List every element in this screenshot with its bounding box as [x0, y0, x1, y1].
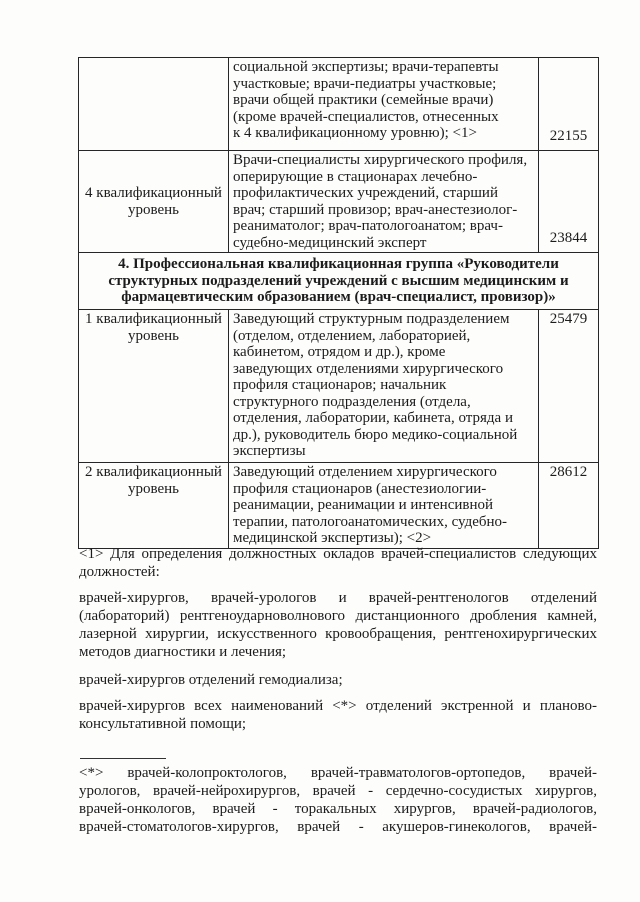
- level-line: 2 квалификационный: [85, 464, 222, 480]
- paragraph-line: врачей-хирургов всех наименований <*> отделений экстренной и планово-: [79, 698, 597, 714]
- salary-cell: 22155: [539, 58, 599, 151]
- table-row: [79, 463, 599, 549]
- paragraph-line: <1> Для определения должностных окладов врачей-специалистов следующих: [79, 546, 597, 562]
- level-line: уровень: [127, 201, 180, 218]
- description-line: заведующих отделениями хирургического: [233, 360, 504, 377]
- description-line: к 4 квалификационному уровню); <1>: [233, 125, 477, 141]
- footnote-line: врачей-стоматологов-хирургов, врачей - акушеров-гинекологов, врачей-: [79, 819, 597, 835]
- description-cell: [229, 463, 539, 549]
- footnote-separator: [80, 758, 166, 759]
- description-cell: [229, 151, 539, 253]
- description-line: терапии, патологоанатомических, судебно-: [233, 513, 508, 530]
- description-line: экспертизы: [233, 443, 306, 459]
- qualification-salary-table: [78, 57, 599, 549]
- paragraph-line: врачей-хирургов, врачей-урологов и врачей-рентгенологов отделений: [79, 590, 597, 606]
- group-header-line: структурных подразделений учреждений с высшим медицинским и: [108, 272, 569, 289]
- description-line: др.), руководитель бюро медико-социальной: [233, 426, 518, 443]
- group-header-line: фармацевтическим образованием (врач-специалист, провизор)»: [121, 289, 556, 306]
- paragraph-line: консультативной помощи;: [79, 716, 247, 732]
- description-line: отделения, лаборатории, кабинета, отряда и: [233, 410, 513, 426]
- level-line: 1 квалификационный: [85, 311, 222, 327]
- footnote: [79, 764, 597, 836]
- description-line: (кроме врачей-специалистов, отнесенных: [233, 108, 499, 125]
- footnote-line: урологов, врачей-нейрохирургов, врачей - сердечно-сосудистых хирургов,: [79, 783, 597, 799]
- emergency-paragraph: [79, 697, 597, 733]
- surgeons-paragraph: [79, 589, 597, 661]
- description-line: оперирующие в стационарах лечебно-: [233, 168, 478, 185]
- paragraph-line: врачей-хирургов отделений гемодиализа;: [79, 672, 343, 688]
- description-line: врачи общей практики (семейные врачи): [233, 92, 494, 108]
- description-line: кабинетом, отрядом и др.), кроме: [233, 344, 446, 360]
- description-line: реаниматолог; врач-патологоанатом; врач-: [233, 218, 503, 234]
- level-cell: [79, 151, 229, 253]
- description-cell: [229, 310, 539, 463]
- paragraph-line: лазерной хирургии, искусственного кровообращения, рентгенохирургических: [79, 626, 597, 642]
- level-cell: [79, 310, 229, 463]
- group-header-line: 4. Профессиональная квалификационная группа «Руководители: [118, 256, 559, 273]
- description-line: профиля стационаров; начальник: [233, 377, 447, 393]
- level-line: 4 квалификационный: [85, 185, 222, 201]
- footnote-line: врачей-онкологов, врачей - торакальных хирургов, врачей-радиологов,: [79, 801, 597, 817]
- group-header-cell: [79, 253, 599, 310]
- note-1-paragraph: [79, 545, 597, 581]
- hemodialysis-paragraph: [79, 671, 597, 689]
- salary-cell: 23844: [539, 151, 599, 253]
- level-line: уровень: [127, 480, 180, 497]
- description-line: врач; старший провизор; врач-анестезиолог-: [233, 201, 518, 218]
- level-cell: [79, 463, 229, 549]
- description-line: Заведующий структурным подразделением: [233, 311, 510, 327]
- paragraph-line: методов диагностики и лечения;: [79, 644, 287, 660]
- paragraph-line: должностей:: [79, 564, 160, 580]
- description-line: судебно-медицинский эксперт: [233, 234, 427, 251]
- salary-cell: 25479: [539, 310, 599, 463]
- description-line: медицинской экспертизы); <2>: [233, 530, 432, 546]
- table-row: [79, 151, 599, 253]
- table-row: [79, 58, 599, 151]
- description-line: реанимации, реанимации и интенсивной: [233, 497, 494, 513]
- description-line: (отделом, отделением, лабораторией,: [233, 327, 471, 344]
- table-row: [79, 310, 599, 463]
- footnote-line: <*> врачей-колопроктологов, врачей-травматологов-ортопедов, врачей-: [79, 765, 597, 781]
- description-line: социальной экспертизы; врачи-терапевты: [233, 59, 499, 75]
- level-cell: [79, 58, 229, 151]
- description-line: участковые; врачи-педиатры участковые;: [233, 75, 497, 92]
- description-line: структурного подразделения (отдела,: [233, 393, 471, 410]
- level-line: уровень: [127, 327, 180, 344]
- group-header-row: [79, 253, 599, 310]
- description-cell: [229, 58, 539, 151]
- description-line: Врачи-специалисты хирургического профиля,: [233, 152, 528, 168]
- paragraph-line: (лабораторий) рентгеноударноволнового дистанционного дробления камней,: [79, 608, 597, 624]
- description-line: профилактических учреждений, старший: [233, 185, 498, 201]
- description-line: профиля стационаров (анестезиологии-: [233, 480, 487, 497]
- salary-cell: 28612: [539, 463, 599, 549]
- description-line: Заведующий отделением хирургического: [233, 464, 497, 480]
